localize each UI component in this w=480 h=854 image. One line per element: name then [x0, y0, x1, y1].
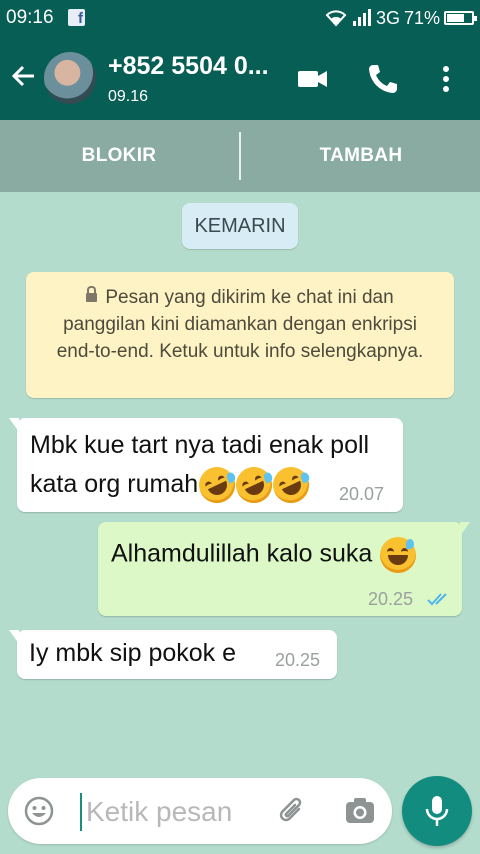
laughing-emoji-icon [193, 461, 241, 509]
laughing-emoji-icon [267, 461, 315, 509]
network-type: 3G [375, 7, 400, 28]
contact-name[interactable]: +852 5504 0... [108, 52, 269, 80]
action-bar [0, 120, 480, 192]
divider [239, 132, 241, 180]
back-arrow-icon[interactable] [8, 60, 40, 92]
last-seen: 09.16 [108, 88, 149, 105]
message-incoming[interactable] [17, 630, 337, 679]
phone-icon[interactable] [366, 62, 400, 96]
add-contact-button[interactable]: TAMBAH [319, 145, 403, 166]
text-cursor [80, 793, 82, 831]
date-chip: KEMARIN [182, 203, 298, 249]
message-time: 20.25 [368, 589, 414, 609]
status-bar [0, 0, 480, 36]
laughing-emoji-icon [230, 461, 278, 509]
facebook-icon: f [68, 9, 85, 26]
message-time: 20.25 [275, 650, 321, 670]
wifi-icon [324, 9, 348, 27]
message-outgoing[interactable] [98, 522, 462, 616]
message-time: 20.07 [339, 484, 385, 504]
camera-icon[interactable] [344, 795, 376, 827]
battery-icon [444, 11, 474, 25]
status-indicators [324, 7, 474, 29]
encryption-notice-text: Pesan yang dikirim ke chat ini dan panggilan kini diamankan dengan enkripsi end-to-end. Ketuk untuk info selengkapnya. [56, 287, 424, 362]
avatar[interactable] [44, 52, 96, 104]
status-time: 09:16 [6, 7, 54, 28]
mic-button[interactable] [402, 776, 472, 846]
attachment-icon[interactable] [276, 795, 308, 827]
lock-icon [86, 293, 97, 302]
message-input[interactable] [84, 790, 268, 834]
chat-header [0, 36, 480, 120]
read-receipt-icon [426, 591, 452, 607]
more-options-icon[interactable] [429, 62, 463, 96]
message-text: Alhamdulillah kalo suka [111, 537, 416, 573]
grinning-sweat-emoji-icon [380, 537, 416, 573]
encryption-notice[interactable] [26, 272, 454, 398]
battery-percent: 71% [403, 7, 440, 28]
block-button[interactable]: BLOKIR [81, 145, 157, 166]
battery-level [447, 14, 464, 22]
message-text: Iy mbk sip pokok e [29, 639, 237, 667]
mic-icon [422, 794, 452, 828]
message-text: Mbk kue tart nya tadi enak poll kata org rumah [30, 426, 380, 504]
video-call-icon[interactable] [296, 62, 330, 96]
signal-icon [352, 9, 372, 27]
emoji-icon[interactable] [23, 795, 55, 827]
message-composer [8, 778, 392, 844]
message-incoming[interactable] [17, 418, 403, 512]
